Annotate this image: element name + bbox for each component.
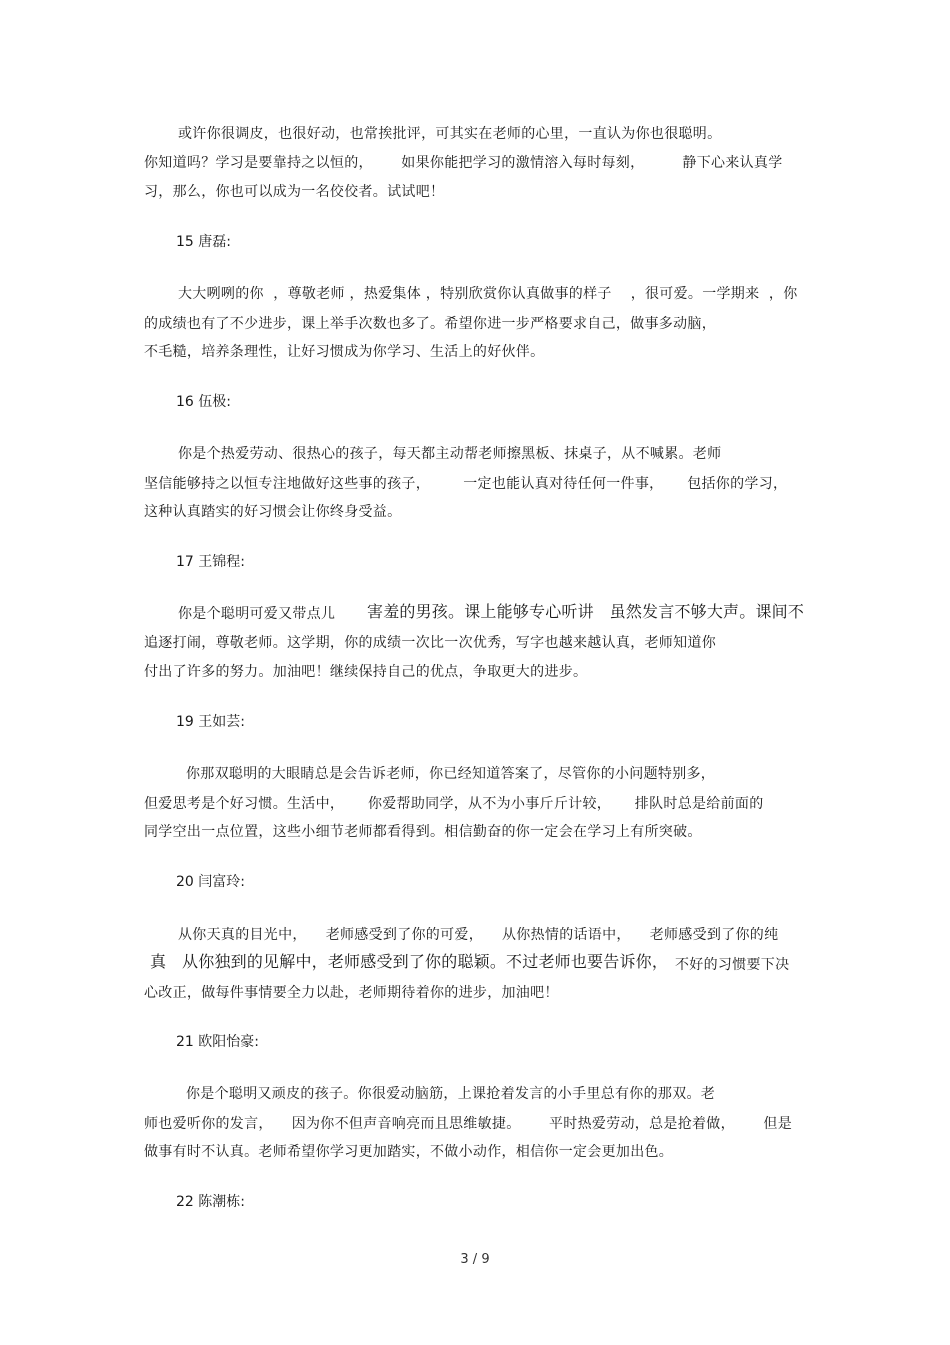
paragraph-line: 但爱思考是个好习惯。生活中， 你爱帮助同学，从不为小事斤斤计较， 排队时总是给前面的	[144, 796, 764, 812]
paragraph-line: 这种认真踏实的好习惯会让你终身受益。	[144, 504, 402, 520]
page-number: 3 / 9	[460, 1252, 490, 1267]
paragraph-line: 从你天真的目光中， 老师感受到了你的可爱， 从你热情的话语中， 老师感受到了你的纯	[178, 927, 779, 943]
paragraph-line: 你是个聪明可爱又带点儿	[178, 606, 336, 622]
paragraph-line: 不毛糙，培养条理性，让好习惯成为你学习、生活上的好伙伴。	[144, 344, 545, 360]
student-heading: 15 唐磊:	[176, 234, 231, 250]
paragraph-line: 不好的习惯要下决	[675, 957, 790, 973]
paragraph-line: 你是个聪明又顽皮的孩子。你很爱动脑筋，上课抢着发言的小手里总有你的那双。老	[186, 1086, 716, 1102]
student-heading: 21 欧阳怡豪:	[176, 1034, 259, 1050]
paragraph-line: 真 从你独到的见解中，老师感受到了你的聪颖。不过老师也要告诉你，	[150, 952, 669, 971]
paragraph-line: 同学空出一点位置，这些小细节老师都看得到。相信勤奋的你一定会在学习上有所突破。	[144, 824, 702, 840]
student-heading: 22 陈潮栋:	[176, 1194, 245, 1210]
paragraph-line: 做事有时不认真。老师希望你学习更加踏实，不做小动作，相信你一定会更加出色。	[144, 1144, 674, 1160]
paragraph-line: 追逐打闹，尊敬老师。这学期，你的成绩一次比一次优秀，写字也越来越认真，老师知道你	[144, 635, 716, 651]
paragraph-line: 你是个热爱劳动、很热心的孩子，每天都主动帮老师擦黑板、抹桌子，从不喊累。老师	[178, 446, 722, 462]
paragraph-line: 你那双聪明的大眼睛总是会告诉老师，你已经知道答案了，尽管你的小问题特别多，	[186, 766, 716, 782]
paragraph-line: 付出了许多的努力。加油吧！继续保持自己的优点，争取更大的进步。	[144, 664, 588, 680]
paragraph-line: 心改正，做每件事情要全力以赴，老师期待着你的进步，加油吧！	[144, 985, 559, 1001]
paragraph-line: 害羞的男孩。课上能够专心听讲 虽然发言不够大声。课间不	[367, 602, 805, 621]
paragraph-line: 师也爱听你的发言， 因为你不但声音响亮而且思维敏捷。 平时热爱劳动，总是抢着做， 但是	[144, 1116, 792, 1132]
paragraph-line: 或许你很调皮，也很好动，也常挨批评，可其实在老师的心里，一直认为你也很聪明。	[178, 126, 722, 142]
student-heading: 17 王锦程:	[176, 554, 245, 570]
paragraph-line: 大大咧咧的你 ，尊敬老师 ，热爱集体 ，特别欣赏你认真做事的样子 ，很可爱。一学期来 ，你	[178, 286, 798, 302]
paragraph-line: 的成绩也有了不少进步，课上举手次数也多了。希望你进一步严格要求自己，做事多动脑，	[144, 316, 716, 332]
student-heading: 19 王如芸:	[176, 714, 245, 730]
student-heading: 16 伍极:	[176, 394, 231, 410]
student-heading: 20 闫富玲:	[176, 874, 245, 890]
paragraph-line: 习，那么，你也可以成为一名佼佼者。试试吧！	[144, 184, 445, 200]
paragraph-line: 坚信能够持之以恒专注地做好这些事的孩子， 一定也能认真对待任何一件事， 包括你的学习，	[144, 476, 788, 492]
paragraph-line: 你知道吗？学习是要靠持之以恒的， 如果你能把学习的激情溶入每时每刻， 静下心来认真学	[144, 155, 783, 171]
